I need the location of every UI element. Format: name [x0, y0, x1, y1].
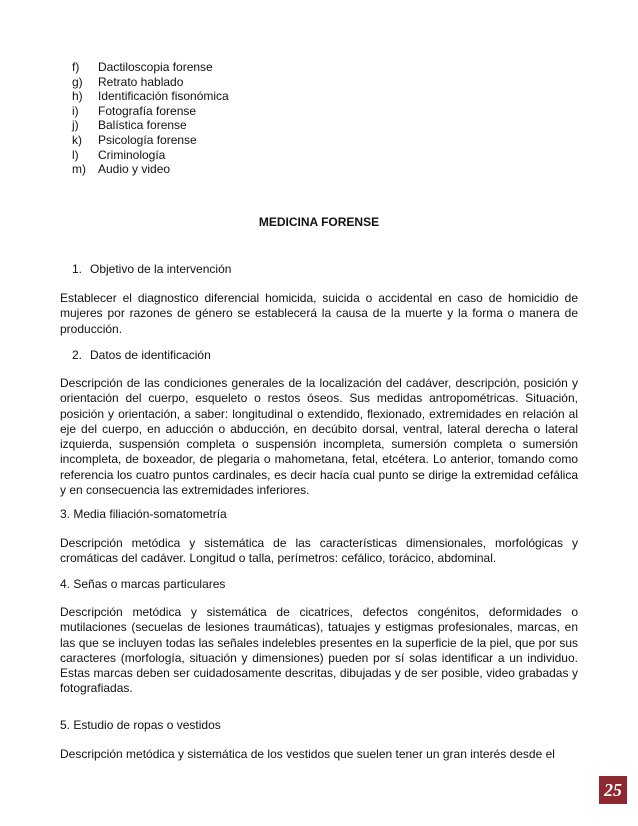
- item-heading-text: Datos de identificación: [90, 348, 211, 362]
- section-title: MEDICINA FORENSE: [258, 215, 380, 229]
- list-item-text: Dactiloscopia forense: [98, 60, 213, 74]
- list-marker: i): [72, 103, 79, 118]
- list-item-text: Criminología: [98, 147, 166, 162]
- item-heading-text: Objetivo de la intervención: [90, 262, 232, 276]
- page-number-badge: 25: [599, 776, 627, 804]
- list-item: [72, 148, 229, 163]
- item-heading-datos: [72, 348, 211, 362]
- list-item-text: Identificación fisonómica: [98, 89, 229, 104]
- top-list: [72, 60, 229, 177]
- list-item: [72, 60, 229, 75]
- list-marker: j): [72, 118, 79, 133]
- item-marker: 1.: [72, 262, 83, 276]
- list-item-text: Balística forense: [98, 118, 187, 133]
- list-marker: h): [72, 89, 83, 104]
- item-heading-senas: 4. Señas o marcas particulares: [60, 577, 226, 591]
- paragraph-media-filiacion: Descripción metódica y sistemática de las características dimensionales, morfológicas y cromáticas del cadáver. Longitud o talla, perímetros: cefálico, torácico, abdominal.: [60, 536, 578, 566]
- item-heading-media-filiacion: 3. Media filiación-somatometría: [60, 507, 227, 521]
- list-item: [72, 133, 229, 148]
- list-item: [72, 118, 229, 133]
- item-marker: 2.: [72, 348, 83, 362]
- paragraph-senas: Descripción metódica y sistemática de cicatrices, defectos congénitos, deformidades o mutilaciones (secuelas de lesiones traumáticas), tatuajes y estigmas profesionales, marcas, en las que se incluyen todas las señales indelebles presentes en la superficie de la piel, que por sus caracteres (morfología, situación y dimensiones) pueden por sí solas identificar a un individuo. Estas marcas deben ser cuidadosamente descritas, dibujadas y de ser posible, video grabadas y fotografiadas.: [60, 605, 578, 696]
- item-heading-objetivo: [72, 262, 231, 276]
- list-marker: m): [72, 162, 86, 177]
- list-marker: f): [72, 60, 80, 74]
- list-item-text: Fotografía forense: [98, 103, 197, 118]
- list-item: [72, 75, 229, 90]
- item-heading-ropas: 5. Estudio de ropas o vestidos: [60, 718, 221, 732]
- list-marker: k): [72, 132, 82, 147]
- list-item: [72, 89, 229, 104]
- list-marker: g): [72, 74, 83, 89]
- list-item: [72, 162, 229, 177]
- list-item-text: Retrato hablado: [98, 74, 184, 89]
- list-item-text: Psicología forense: [98, 132, 197, 147]
- paragraph-objetivo: Establecer el diagnostico diferencial homicida, suicida o accidental en caso de homicidio de mujeres por razones de género se establecerá la causa de la muerte y la forma o manera de producción.: [60, 291, 578, 336]
- paragraph-datos: Descripción de las condiciones generales de la localización del cadáver, descripción, posición y orientación del cuerpo, esqueleto o restos óseos. Sus medidas antropométricas. Situación, posición y orientación, a saber: longitudinal o extendido, flexionado, extremidades en relación al eje del cuerpo, en aducción o abducción, en decúbito dorsal, ventral, lateral derecha o lateral izquierda, suspensión completa o suspensión incompleta, sumersión completa o sumersión incompleta, de boxeador, de plegaria o mahometana, fetal, etcétera. Lo anterior, tomando como referencia los cuatro puntos cardinales, es decir hacía cual punto se dirige la extremidad cefálica y en consecuencia las extremidades inferiores.: [60, 376, 578, 498]
- paragraph-ropas: Descripción metódica y sistemática de los vestidos que suelen tener un gran interés desde el: [60, 747, 555, 761]
- list-item: [72, 104, 229, 119]
- list-marker: l): [72, 147, 79, 162]
- list-item-text: Audio y video: [98, 162, 171, 177]
